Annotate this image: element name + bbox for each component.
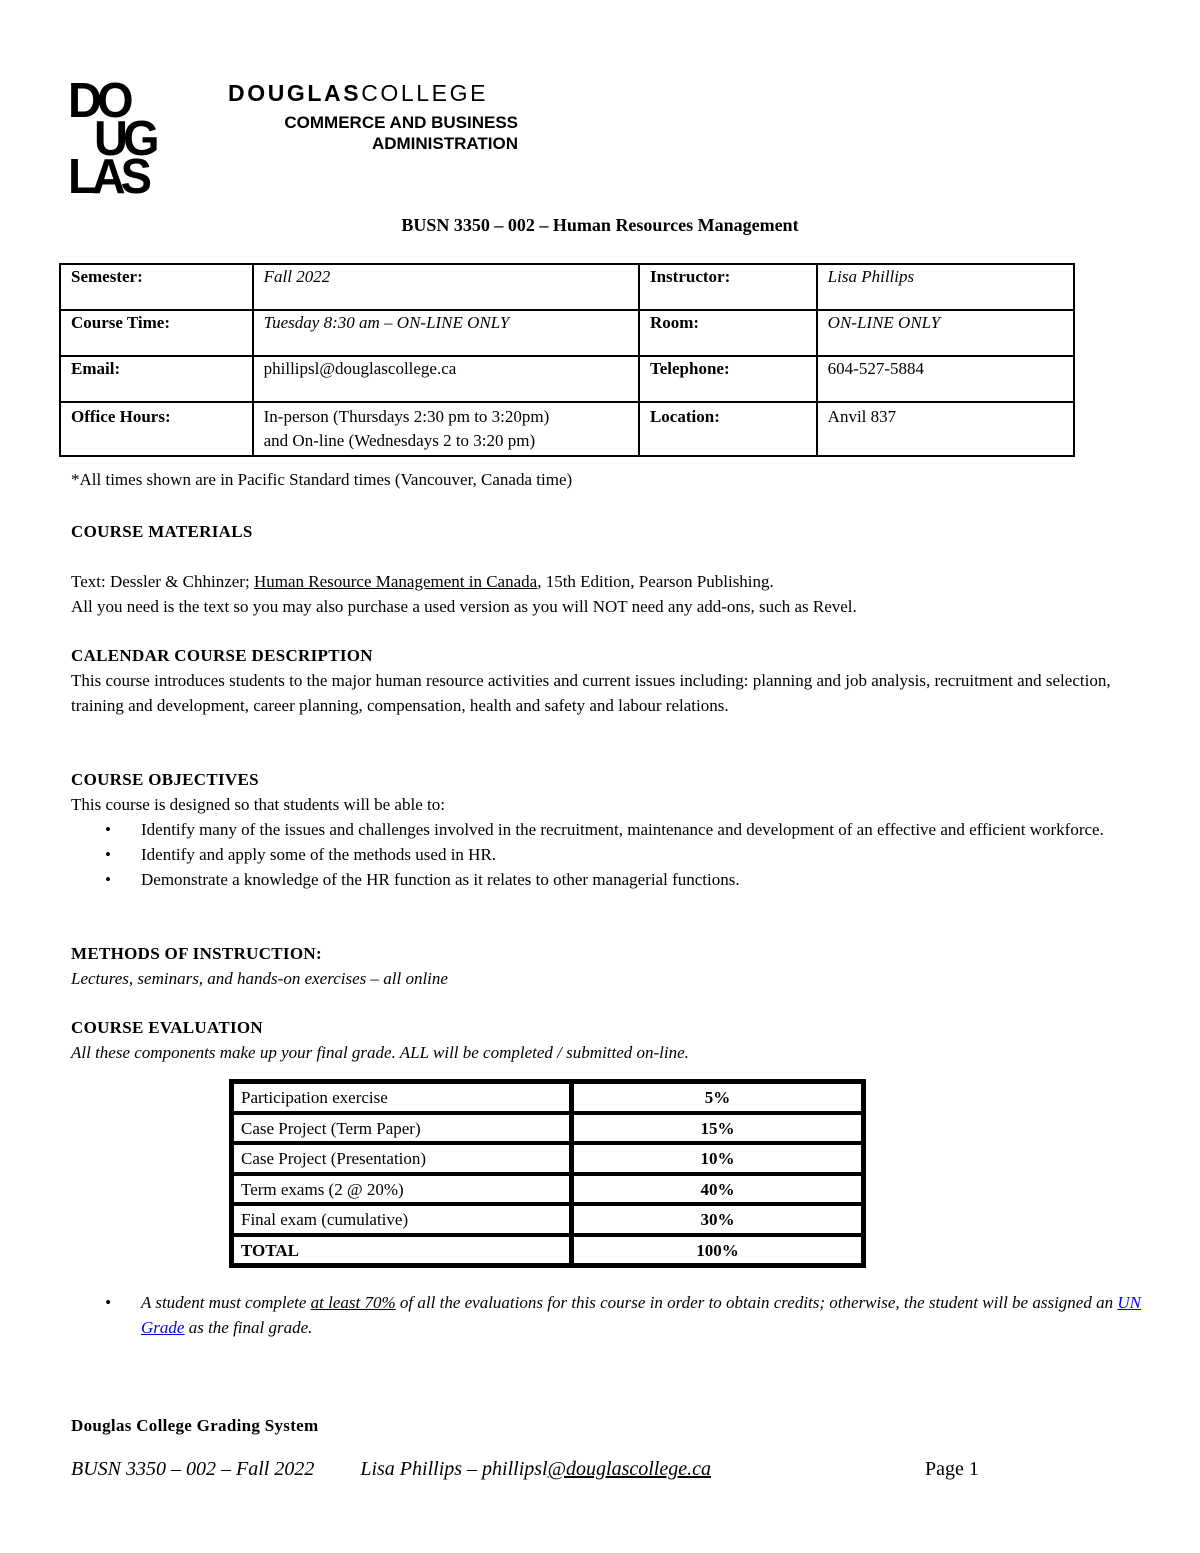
weight-cell: 30% xyxy=(574,1206,861,1233)
office-hours-line-2: and On-line (Wednesdays 2 to 3:20 pm) xyxy=(263,431,536,450)
room-value: ON-LINE ONLY xyxy=(817,310,1074,356)
instructor-label: Instructor: xyxy=(639,264,817,310)
course-objectives-heading: COURSE OBJECTIVES xyxy=(71,770,259,789)
component-cell: Final exam (cumulative) xyxy=(234,1206,569,1233)
location-label: Location: xyxy=(639,402,817,456)
table-row xyxy=(234,1115,861,1142)
office-hours-value xyxy=(253,402,639,456)
college-wordmark xyxy=(228,80,488,106)
department-line-1: COMMERCE AND BUSINESS xyxy=(284,113,518,132)
list-item: • Identify and apply some of the methods used in HR. xyxy=(71,842,1111,867)
table-row xyxy=(60,310,1074,356)
grading-system-heading: Douglas College Grading System xyxy=(71,1416,319,1435)
college-logo-mark xyxy=(68,71,193,205)
weight-cell: 5% xyxy=(574,1084,861,1111)
calendar-description-body: This course introduces students to the major human resource activities and current issues including: planning and job analysis, recruitment and selection, training and development, career planning, compensation, health and safety and labour relations. xyxy=(71,671,1111,715)
table-row xyxy=(234,1084,861,1111)
course-evaluation-heading: COURSE EVALUATION xyxy=(71,1018,263,1037)
objectives-list xyxy=(71,817,1111,892)
email-label: Email: xyxy=(60,356,253,402)
table-row xyxy=(60,356,1074,402)
instructor-value: Lisa Phillips xyxy=(817,264,1074,310)
component-cell: Term exams (2 @ 20%) xyxy=(234,1176,569,1203)
evaluation-table xyxy=(229,1079,866,1268)
footer-contact: Lisa Phillips – phillipsl xyxy=(360,1458,548,1480)
footer-course: BUSN 3350 – 002 – Fall 2022 xyxy=(71,1458,315,1480)
weight-cell: 15% xyxy=(574,1115,861,1142)
logo-row-2: UG xyxy=(94,109,155,166)
wordmark-light: COLLEGE xyxy=(361,80,489,106)
logo-row-3: LAS xyxy=(68,147,147,204)
page-footer xyxy=(71,1458,1071,1481)
table-row xyxy=(234,1176,861,1203)
evaluation-note xyxy=(71,1290,1151,1340)
textbook-suffix: , 15th Edition, Pearson Publishing. xyxy=(537,572,774,591)
component-cell: Participation exercise xyxy=(234,1084,569,1111)
logo-row-1: DO xyxy=(68,71,129,128)
department-name xyxy=(248,112,518,154)
calendar-description-heading: CALENDAR COURSE DESCRIPTION xyxy=(71,646,373,665)
component-cell: Case Project (Presentation) xyxy=(234,1145,569,1172)
objectives-intro: This course is designed so that students will be able to: xyxy=(71,795,445,814)
note-part-2: of all the evaluations for this course in order to obtain credits; otherwise, the student will be assigned an xyxy=(395,1293,1118,1312)
telephone-label: Telephone: xyxy=(639,356,817,402)
table-row xyxy=(60,264,1074,310)
page-number: Page 1 xyxy=(925,1458,979,1480)
weight-cell: 10% xyxy=(574,1145,861,1172)
course-time-label: Course Time: xyxy=(60,310,253,356)
email-value: phillipsl@douglascollege.ca xyxy=(253,356,639,402)
list-item xyxy=(71,1290,1151,1340)
office-hours-label: Office Hours: xyxy=(60,402,253,456)
semester-value: Fall 2022 xyxy=(253,264,639,310)
un-grade-link[interactable]: UN Grade xyxy=(141,1293,1141,1337)
note-part-3: as the final grade. xyxy=(184,1318,313,1337)
list-item: • Demonstrate a knowledge of the HR function as it relates to other managerial functions. xyxy=(71,867,1111,892)
course-materials-heading: COURSE MATERIALS xyxy=(71,522,253,541)
table-row xyxy=(234,1206,861,1233)
list-item: • Identify many of the issues and challenges involved in the recruitment, maintenance and development of an effective and efficient workforce. xyxy=(71,817,1111,842)
evaluation-intro: All these components make up your final grade. ALL will be completed / submitted on-line. xyxy=(71,1043,689,1062)
note-part-1: A student must complete xyxy=(141,1293,311,1312)
wordmark-bold: DOUGLAS xyxy=(228,80,362,106)
table-row xyxy=(60,402,1074,456)
telephone-value: 604-527-5884 xyxy=(817,356,1074,402)
total-label-cell: TOTAL xyxy=(234,1237,569,1264)
methods-body: Lectures, seminars, and hands-on exercises – all online xyxy=(71,969,448,988)
office-hours-line-1: In-person (Thursdays 2:30 pm to 3:20pm) xyxy=(263,407,550,426)
table-row-total xyxy=(234,1237,861,1264)
semester-label: Semester: xyxy=(60,264,253,310)
textbook-note: All you need is the text so you may also purchase a used version as you will NOT need any add-ons, such as Revel. xyxy=(71,597,857,616)
document-title: BUSN 3350 – 002 – Human Resources Management xyxy=(401,215,799,235)
room-label: Room: xyxy=(639,310,817,356)
times-note: *All times shown are in Pacific Standard times (Vancouver, Canada time) xyxy=(71,470,573,489)
course-time-value: Tuesday 8:30 am – ON-LINE ONLY xyxy=(253,310,639,356)
course-info-table xyxy=(59,263,1075,457)
textbook-prefix: Text: Dessler & Chhinzer; xyxy=(71,572,254,591)
location-value: Anvil 837 xyxy=(817,402,1074,456)
textbook-line xyxy=(71,569,1141,594)
note-underlined: at least 70% xyxy=(310,1293,396,1312)
methods-heading: METHODS OF INSTRUCTION: xyxy=(71,944,322,963)
table-row xyxy=(234,1145,861,1172)
department-line-2: ADMINISTRATION xyxy=(371,134,518,153)
weight-cell: 40% xyxy=(574,1176,861,1203)
total-weight-cell: 100% xyxy=(574,1237,861,1264)
textbook-title: Human Resource Management in Canada xyxy=(253,572,538,591)
component-cell: Case Project (Term Paper) xyxy=(234,1115,569,1142)
footer-email-link[interactable]: @douglascollege.ca xyxy=(547,1458,711,1480)
